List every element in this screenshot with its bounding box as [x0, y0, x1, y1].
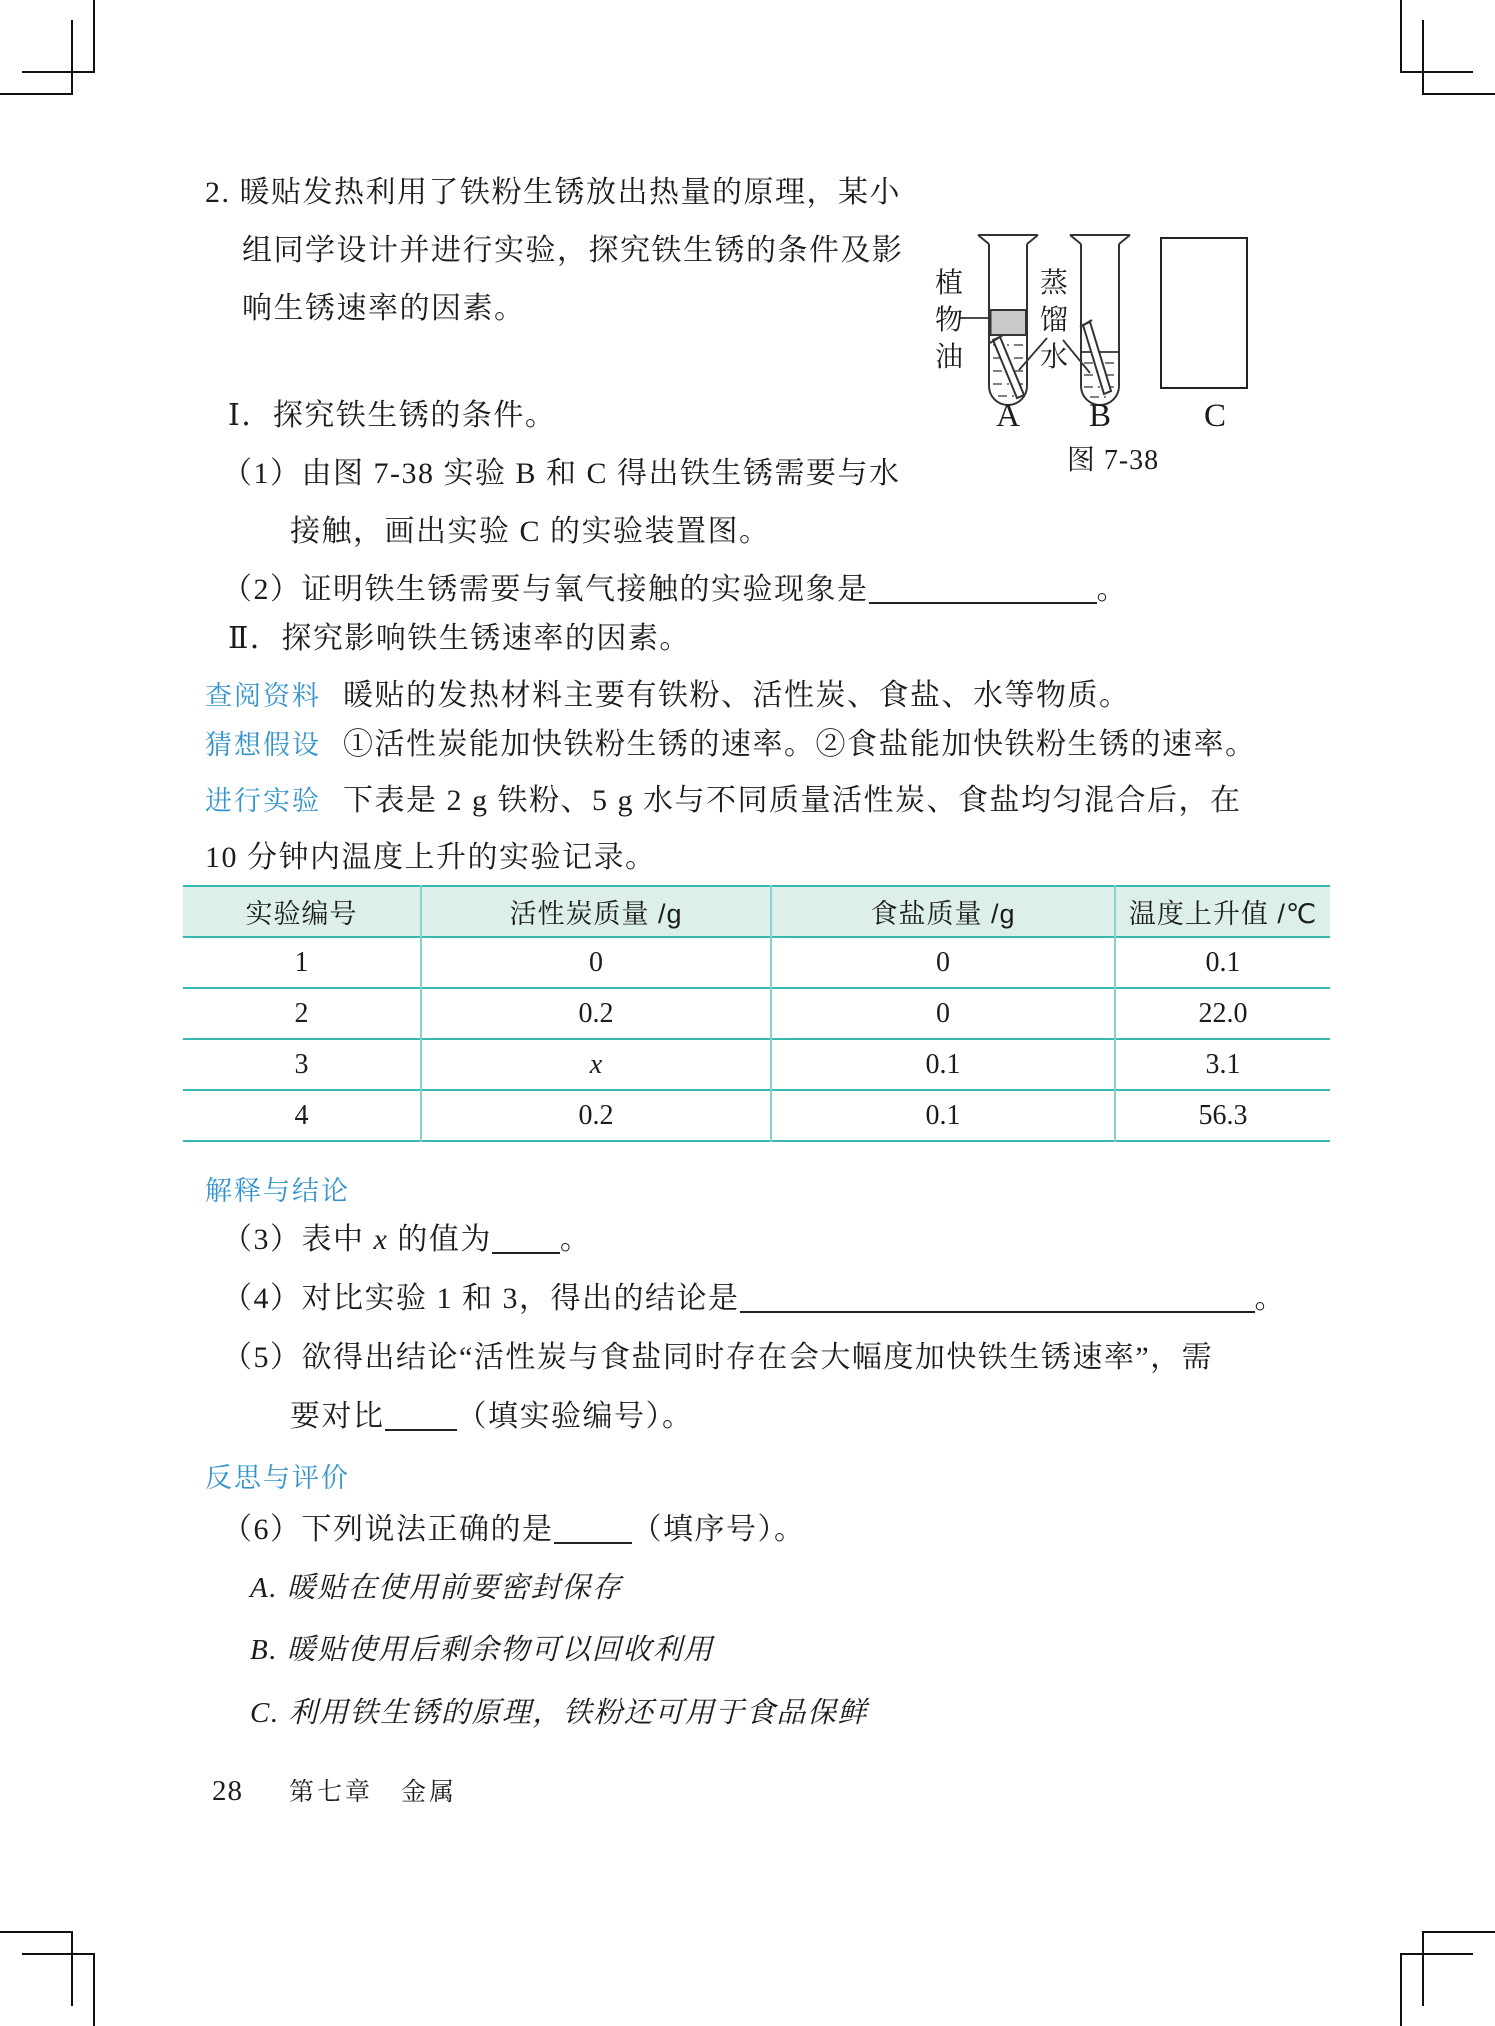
option-b: B. 暖贴使用后剩余物可以回收利用 [250, 1634, 714, 1666]
iron-nail-a [993, 337, 1024, 398]
question-1-line2: 接触，画出实验 C 的实验装置图。 [290, 515, 771, 548]
research-text: 暖贴的发热材料主要有铁粉、活性炭、食盐、水等物质。 [343, 679, 1131, 712]
oil-label: 植物油 [934, 268, 963, 373]
col-header-salt-mass: 食盐质量 /g [771, 886, 1115, 937]
option-c: C. 利用铁生锈的原理，铁粉还可用于食品保鲜 [250, 1697, 868, 1729]
col-header-temp-rise: 温度上升值 /℃ [1115, 886, 1330, 937]
reflection-heading: 反思与评价 [205, 1463, 350, 1493]
hypothesis-text: ①活性炭能加快铁粉生锈的速率。②食盐能加快铁粉生锈的速率。 [343, 728, 1257, 761]
question-3: （3）表中 x 的值为 。 [222, 1223, 592, 1256]
question-4: （4）对比实验 1 和 3，得出的结论是 。 [222, 1282, 1286, 1315]
question-1-line1: （1）由图 7-38 实验 B 和 C 得出铁生锈需要与水 [222, 457, 901, 490]
problem-intro-line3: 响生锈速率的因素。 [242, 292, 526, 325]
variable-x: x [373, 1223, 389, 1256]
oil-layer [991, 310, 1027, 335]
hypothesis-section [205, 727, 1257, 763]
crop-mark [0, 1931, 73, 2006]
crop-mark [1422, 1931, 1495, 2006]
col-header-charcoal-mass: 活性炭质量 /g [421, 886, 771, 937]
tube-a-letter: A [996, 398, 1020, 434]
experiment-text-line2: 10 分钟内温度上升的实验记录。 [205, 841, 657, 874]
question-5-line2: 要对比 （填实验编号）。 [290, 1400, 694, 1433]
research-label: 查阅资料 [205, 681, 321, 711]
table-row: 2 0.2 0 22.0 [183, 988, 1330, 1039]
test-tube-a [978, 235, 1038, 405]
answer-blank-q5 [385, 1401, 457, 1432]
question-2: （2）证明铁生锈需要与氧气接触的实验现象是 。 [222, 573, 1128, 606]
question-5-line1: （5）欲得出结论“活性炭与食盐同时存在会大幅度加快铁生锈速率”，需 [222, 1341, 1214, 1374]
distilled-water-label: 蒸馏水 [1039, 268, 1068, 373]
table-header-row [183, 886, 1330, 937]
col-header-experiment-no: 实验编号 [183, 886, 421, 937]
crop-mark [0, 20, 73, 95]
experiment-data-table [183, 885, 1330, 1142]
problem-intro-line2: 组同学设计并进行实验，探究铁生锈的条件及影 [242, 234, 904, 267]
answer-blank-q4 [740, 1283, 1255, 1314]
iron-nail-b [1083, 322, 1111, 394]
tube-b-letter: B [1088, 398, 1111, 434]
part1-title: Ⅰ．探究铁生锈的条件。 [228, 399, 557, 432]
conclusion-heading: 解释与结论 [205, 1176, 350, 1206]
research-section [205, 678, 1131, 714]
box-c-letter: C [1203, 398, 1226, 434]
figure-caption: 图 7-38 [1066, 445, 1160, 476]
chapter-title: 第七章 金属 [289, 1779, 458, 1806]
answer-blank-q3 [492, 1224, 560, 1255]
experiment-text-line1: 下表是 2 g 铁粉、5 g 水与不同质量活性炭、食盐均匀混合后，在 [343, 784, 1242, 817]
answer-blank-q6 [554, 1514, 632, 1545]
hypothesis-label: 猜想假设 [205, 730, 321, 760]
test-tube-b [1070, 235, 1130, 405]
problem-intro-line1: 2. 暖贴发热利用了铁粉生锈放出热量的原理，某小 [205, 176, 901, 209]
experiment-label: 进行实验 [205, 786, 321, 816]
page-footer [212, 1772, 457, 1808]
table-row: 3 x 0.1 3.1 [183, 1039, 1330, 1090]
unknown-x-cell: x [421, 1039, 771, 1090]
part2-title: Ⅱ．探究影响铁生锈速率的因素。 [228, 622, 691, 655]
apparatus-box-c [1161, 238, 1247, 388]
question-2-text: （2）证明铁生锈需要与氧气接触的实验现象是 [222, 573, 869, 606]
table-row: 4 0.2 0.1 56.3 [183, 1090, 1330, 1141]
experiment-section [205, 783, 1242, 819]
table-row: 1 0 0 0.1 [183, 937, 1330, 988]
crop-mark [1422, 20, 1495, 95]
page-number: 28 [212, 1775, 243, 1807]
option-a: A. 暖贴在使用前要密封保存 [250, 1572, 623, 1604]
answer-blank-q2 [869, 574, 1097, 605]
question-6: （6）下列说法正确的是 （填序号）。 [222, 1513, 806, 1546]
